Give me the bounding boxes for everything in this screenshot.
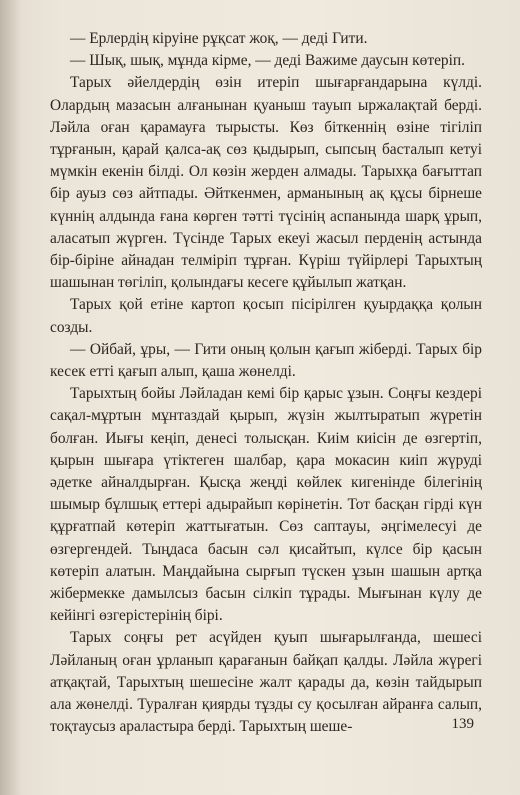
paragraph: Тарыхтың бойы Ләйладан кемі бір қарыс ұзын. Соңғы кездері сақал-мұртын мұнтаздай қырып, жүзін жылтыратып жүретін болған. Иығы кеңіп, денесі толысқан. Киім киісін де өзгертіп, қырын шығара үтіктеген шалбар, қара мокасин киіп жүруді әдетке айналдырған. Қысқа жеңді көйлек кигенінде білегінің шымыр бұлшық еттері адырайып көрінетін. Тот басқан гірді күн құрғатпай көтеріп жаттығатын. Сөз саптауы, әңгімелесуі де өзгергендей. Тыңдаса басын сәл қисайтып, күлсе бір қасын көтеріп алатын. Маңдайына сырғып түскен ұзын шашын артқа жібермекке дамылсыз басын сілкіп тұрады. Мығынан күлу де кейінгі өзгерістерінің бірі. xyxy=(50,385,482,625)
paragraph: Тарых соңғы рет асүйден қуып шығарылғанда, шешесі Ләйланың оған ұрланып қарағанын байқап қалды. Ләйла жүрегі атқақтай, Тарыхтың шешесіне жалт қарады да, көзін тайдырып ала жөнелді. Туралған қиярды тұзды су қосылған айранға салып, тоқтаусыз араластыра берді. Тарыхтың шеше- xyxy=(50,629,482,736)
paragraph: — Ойбай, ұры, — Гити оның қолын қағып жіберді. Тарых бір кесек етті қағып алып, қаша жөнелді. xyxy=(50,340,482,381)
paragraph: — Шық, шық, мұнда кірме, — деді Важиме даусын көтеріп. xyxy=(70,52,465,70)
binding-shadow xyxy=(0,0,22,795)
paragraph: — Ерлердің кіруіне рұқсат жоқ, — деді Гити. xyxy=(70,30,368,47)
page-number: 139 xyxy=(451,716,474,732)
paragraph: Тарых әйелдердің өзін итеріп шығарғандарына күлді. Олардың мазасын алғанынан қуаныш тауып ыржалақтай берді. Ләйла оған қарамауға тырысты. Көз біткеннің өзіне тігіліп тұрғанын, қарай қалса-ақ сөз қыдырып, сыпсың басталып кетуі мүмкін екенін білді. Ол көзін жерден алмады. Тарыхқа бағыттап бір ауыз сөз айтпады. Әйткенмен, арманының ақ құсы бірнеше күннің алдында ғана көрген тәтті түсінің аспанында шарқ ұрып, аласатып жүрген. Түсінде Тарых екеуі жасыл перденің астында бір-біріне айнадан телміріп тұрған. Күріш түйірлері Тарыхтың шашынан төгіліп, қолындағы кесеге құйылып жатқан. xyxy=(50,74,482,292)
body-text xyxy=(50,28,482,739)
paragraph: Тарых қой етіне картоп қосып пісірілген қуырдаққа қолын созды. xyxy=(50,296,482,336)
